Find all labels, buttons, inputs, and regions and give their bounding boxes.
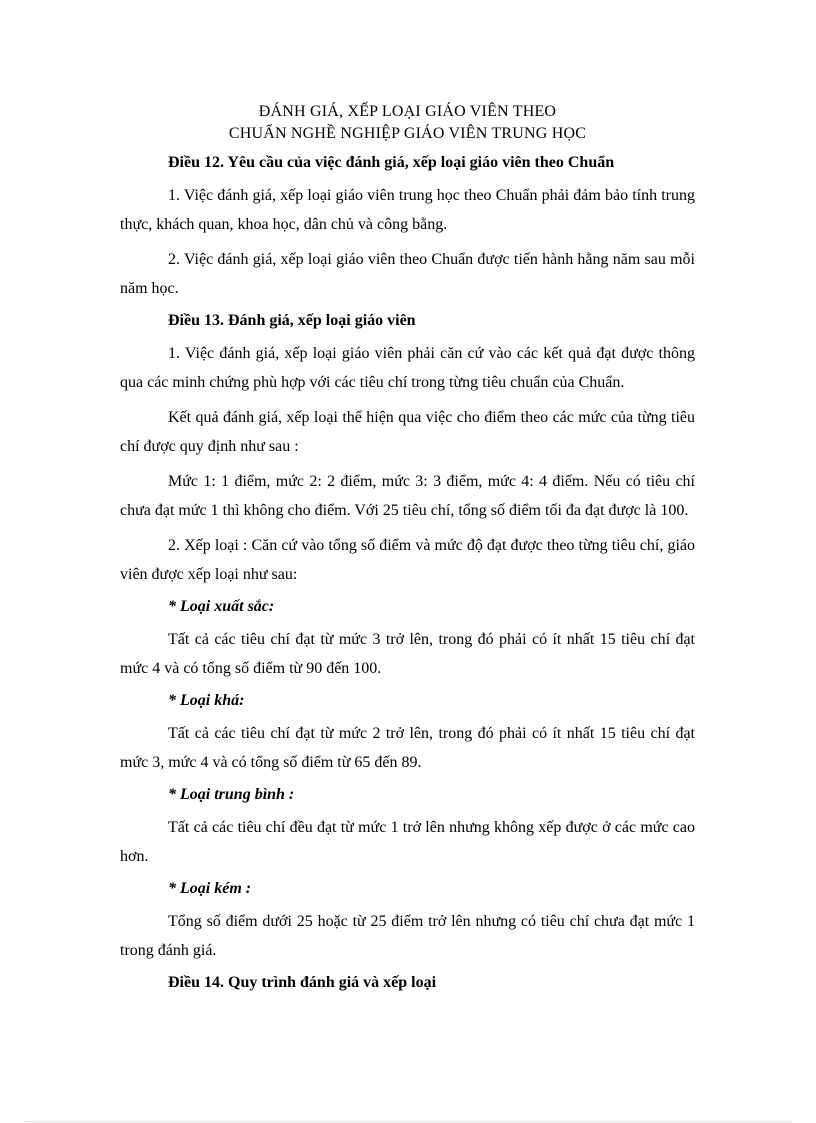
level-poor-label: * Loại kém :	[168, 880, 252, 897]
article-13-heading: Điều 13. Đánh giá, xếp loại giáo viên	[168, 312, 416, 329]
level-excellent-text: Tất cả các tiêu chí đạt từ mức 3 trở lên, trong đó phải có ít nhất 15 tiêu chí đạt mức 4 và có tổng số điểm từ 90 đến 100.	[120, 631, 695, 677]
article-13-paragraph-2: Kết quả đánh giá, xếp loại thể hiện qua việc cho điểm theo các mức của từng tiêu chí được quy định như sau :	[120, 409, 695, 455]
level-good-label: * Loại khá:	[168, 692, 245, 709]
article-12-heading: Điều 12. Yêu cầu của việc đánh giá, xếp loại giáo viên theo Chuẩn	[168, 154, 615, 171]
article-13-paragraph-1: 1. Việc đánh giá, xếp loại giáo viên phải căn cứ vào các kết quả đạt được thông qua các minh chứng phù hợp với các tiêu chí trong từng tiêu chuẩn của Chuẩn.	[120, 345, 695, 391]
level-poor-text: Tổng số điểm dưới 25 hoặc từ 25 điểm trở lên nhưng có tiêu chí chưa đạt mức 1 trong đánh giá.	[120, 913, 695, 959]
document-body	[120, 101, 695, 995]
page-bottom-divider	[24, 1121, 792, 1122]
article-13-paragraph-3: Mức 1: 1 điểm, mức 2: 2 điểm, mức 3: 3 điểm, mức 4: 4 điểm. Nếu có tiêu chí chưa đạt mức 1 thì không cho điểm. Với 25 tiêu chí, tổng số điểm tối đa đạt được là 100.	[120, 473, 695, 519]
level-average-label: * Loại trung bình :	[168, 786, 295, 803]
article-13-paragraph-4: 2. Xếp loại : Căn cứ vào tổng số điểm và mức độ đạt được theo từng tiêu chí, giáo viên được xếp loại như sau:	[120, 537, 695, 583]
article-12-paragraph-1: 1. Việc đánh giá, xếp loại giáo viên trung học theo Chuẩn phải đảm bảo tính trung thực, khách quan, khoa học, dân chủ và công bằng.	[120, 187, 695, 233]
title-line-1: ĐÁNH GIÁ, XẾP LOẠI GIÁO VIÊN THEO	[258, 103, 557, 120]
level-average-text: Tất cả các tiêu chí đều đạt từ mức 1 trở lên nhưng không xếp được ở các mức cao hơn.	[120, 819, 695, 865]
level-good-text: Tất cả các tiêu chí đạt từ mức 2 trở lên, trong đó phải có ít nhất 15 tiêu chí đạt mức 3, mức 4 và có tổng số điểm từ 65 đến 89.	[120, 725, 695, 771]
level-excellent-label: * Loại xuất sắc:	[168, 598, 275, 615]
title-line-2: CHUẨN NGHỀ NGHIỆP GIÁO VIÊN TRUNG HỌC	[228, 125, 587, 142]
document-title	[120, 101, 695, 145]
article-12-paragraph-2: 2. Việc đánh giá, xếp loại giáo viên theo Chuẩn được tiến hành hằng năm sau mỗi năm học.	[120, 251, 695, 297]
article-14-heading: Điều 14. Quy trình đánh giá và xếp loại	[168, 974, 437, 991]
